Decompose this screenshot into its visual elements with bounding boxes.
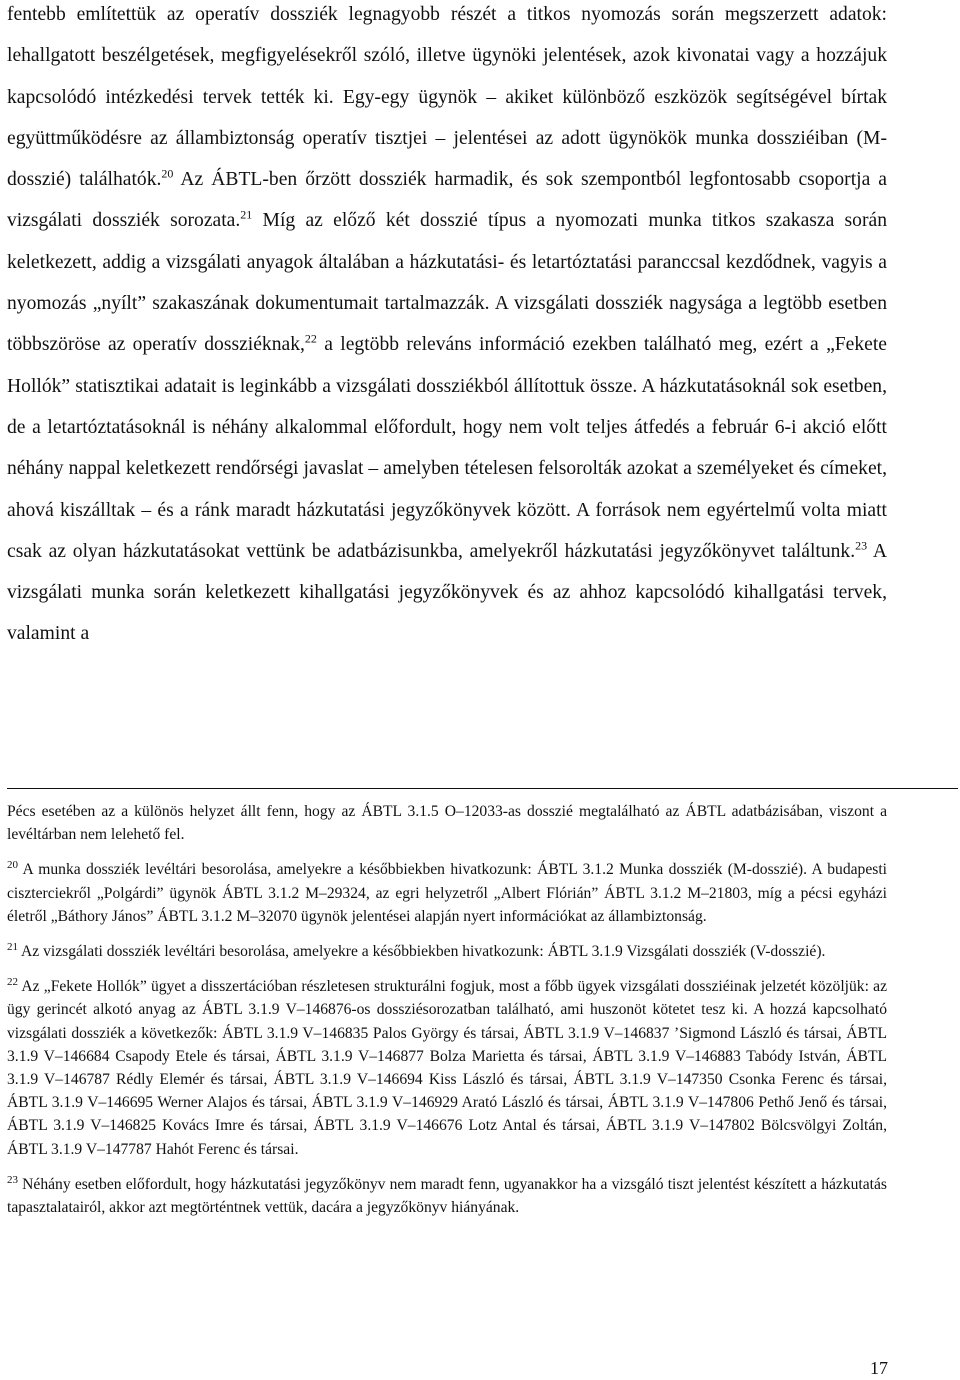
footnote-text: Néhány esetben előfordult, hogy házkutatási jegyzőkönyv nem maradt fenn, ugyanakkor ha a vizsgáló tiszt jelentést készített a házkutatás tapasztalatairól, akkor azt megtörténtnek vettük, dacára a jegyzőkönyv hiányának.: [7, 1175, 887, 1217]
body-paragraph: [7, 0, 887, 655]
footnote-21: [7, 940, 887, 963]
body-text: [7, 0, 887, 655]
footnote-number: 23: [7, 1173, 18, 1186]
footnote-ref-20[interactable]: 20: [161, 166, 174, 181]
footnote-ref-23[interactable]: 23: [855, 538, 868, 553]
body-text-segment: A vizsgálati munka során keletkezett kihallgatási jegyzőkönyvek és az ahhoz kapcsolódó kihallgatási tervek, valamint a: [7, 540, 888, 645]
page-number: 17: [870, 1358, 888, 1378]
footnotes: [7, 800, 887, 1219]
footnote-23: [7, 1173, 887, 1219]
footnote-20: [7, 858, 887, 928]
body-text-segment: fentebb említettük az operatív dossziék legnagyobb részét a titkos nyomozás során megszerzett adatok: lehallgatott beszélgetések, megfigyelésekről szóló, illetve ügynöki jelentések, azok kivonatai vagy a hozzájuk kapcsolódó intézkedési tervek tették ki. Egy-egy ügynök – akiket különböző eszközök segítségével bírtak együttműködésre az állambiztonság operatív tisztjei – jelentései az adott ügynökök munka dossziéiban (M-dosszié) találhatók.: [7, 4, 887, 191]
footnote-number: 21: [7, 940, 18, 953]
footnote-text: Az vizsgálati dossziék levéltári besorolása, amelyekre a későbbiekben hivatkozunk: ÁBTL 3.1.9 Vizsgálati dossziék (V-dosszié).: [18, 943, 826, 961]
footnote-separator: [7, 788, 958, 789]
body-text-segment: a legtöbb releváns információ ezekben található meg, ezért a „Fekete Hollók” statisztikai adatait is leginkább a vizsgálati dossziékból állítottuk össze. A házkutatásoknál sok esetben, de a letartóztatásoknál is néhány alkalommal előfordult, hogy nem volt teljes átfedés a február 6-i akció előtt néhány nappal keletkezett rendőrségi javaslat – amelyben tételesen felsorolták azokat a személyeket és címeket, ahová kiszálltak – és a ránk maradt házkutatási jegyzőkönyvek között. A források nem egyértelmű volta miatt csak az olyan házkutatásokat vettünk be adatbázisunkba, amelyekről házkutatási jegyzőkönyvet találtunk.: [7, 334, 887, 562]
footnote-number: 20: [7, 859, 18, 872]
footnote-ref-22[interactable]: 22: [304, 331, 317, 346]
footnote-continuation: Pécs esetében az a különös helyzet állt fenn, hogy az ÁBTL 3.1.5 O–12033-as dosszié megtalálható az ÁBTL adatbázisában, viszont a levéltárban nem lelehető fel.: [7, 803, 887, 844]
footnote-ref-21[interactable]: 21: [240, 207, 253, 222]
body-text-segment: Míg az előző két dosszié típus a nyomozati munka titkos szakasza során keletkezett, addig a vizsgálati anyagok általában a házkutatási- és letartóztatási paranccsal kezdődnek, vagyis a nyomozás „nyílt” szakaszának dokumentumait tartalmazzák. A vizsgálati dossziék nagysága a legtöbb esetben többszöröse az operatív dossziéknak,: [7, 210, 887, 356]
footnote-text: Az „Fekete Hollók” ügyet a disszertációban részletesen strukturálni fogjuk, most a főbb ügyek vizsgálati dossziéinak jelzetét közöljük: az ügy gerincét alkotó anyag az ÁBTL 3.1.9 V–146876-os dossziésorozatban található, ami huszonöt kötetet tesz ki. A hozzá kapcsolható vizsgálati dossziék a következők: ÁBTL 3.1.9 V–146835 Palos György és társai, ÁBTL 3.1.9 V–146837 ’Sigmond László és társai, ÁBTL 3.1.9 V–146684 Csapody Etele és társai, ÁBTL 3.1.9 V–146877 Bolza Marietta és társai, ÁBTL 3.1.9 V–146883 Tabódy István, ÁBTL 3.1.9 V–146787 Rédly Elemér és társai, ÁBTL 3.1.9 V–146694 Kiss László és társai, ÁBTL 3.1.9 V–147350 Csonka Ferenc és társai, ÁBTL 3.1.9 V–146695 Werner Alajos és társai, ÁBTL 3.1.9 V–146929 Arató László és társai, ÁBTL 3.1.9 V–147806 Pethő Jenő és társai, ÁBTL 3.1.9 V–146825 Kovács Imre és társai, ÁBTL 3.1.9 V–146676 Lotz Antal és társai, ÁBTL 3.1.9 V–147802 Bölcsvölgyi Zoltán, ÁBTL 3.1.9 V–147787 Hahót Ferenc és társai.: [7, 978, 887, 1158]
body-text-segment: Az ÁBTL-ben őrzött dossziék harmadik, és sok szempontból legfontosabb csoportja a vizsgálati dossziék sorozata.: [7, 169, 888, 232]
footnote-text: A munka dossziék levéltári besorolása, amelyekre a későbbiekben hivatkozunk: ÁBTL 3.1.2 Munka dossziék (M-dosszié). A budapesti ciszterciekről „Polgárdi” ügynök ÁBTL 3.1.2 M–29324, az egri helyzetről „Albert Flórián” ÁBTL 3.1.2 M–21803, míg a pécsi egyházi életről „Báthory János” ÁBTL 3.1.2 M–32070 ügynök jelentései alapján nyert információkat az állambiztonság.: [7, 861, 887, 925]
footnote-22: [7, 975, 887, 1161]
footnote-number: 22: [7, 976, 18, 989]
